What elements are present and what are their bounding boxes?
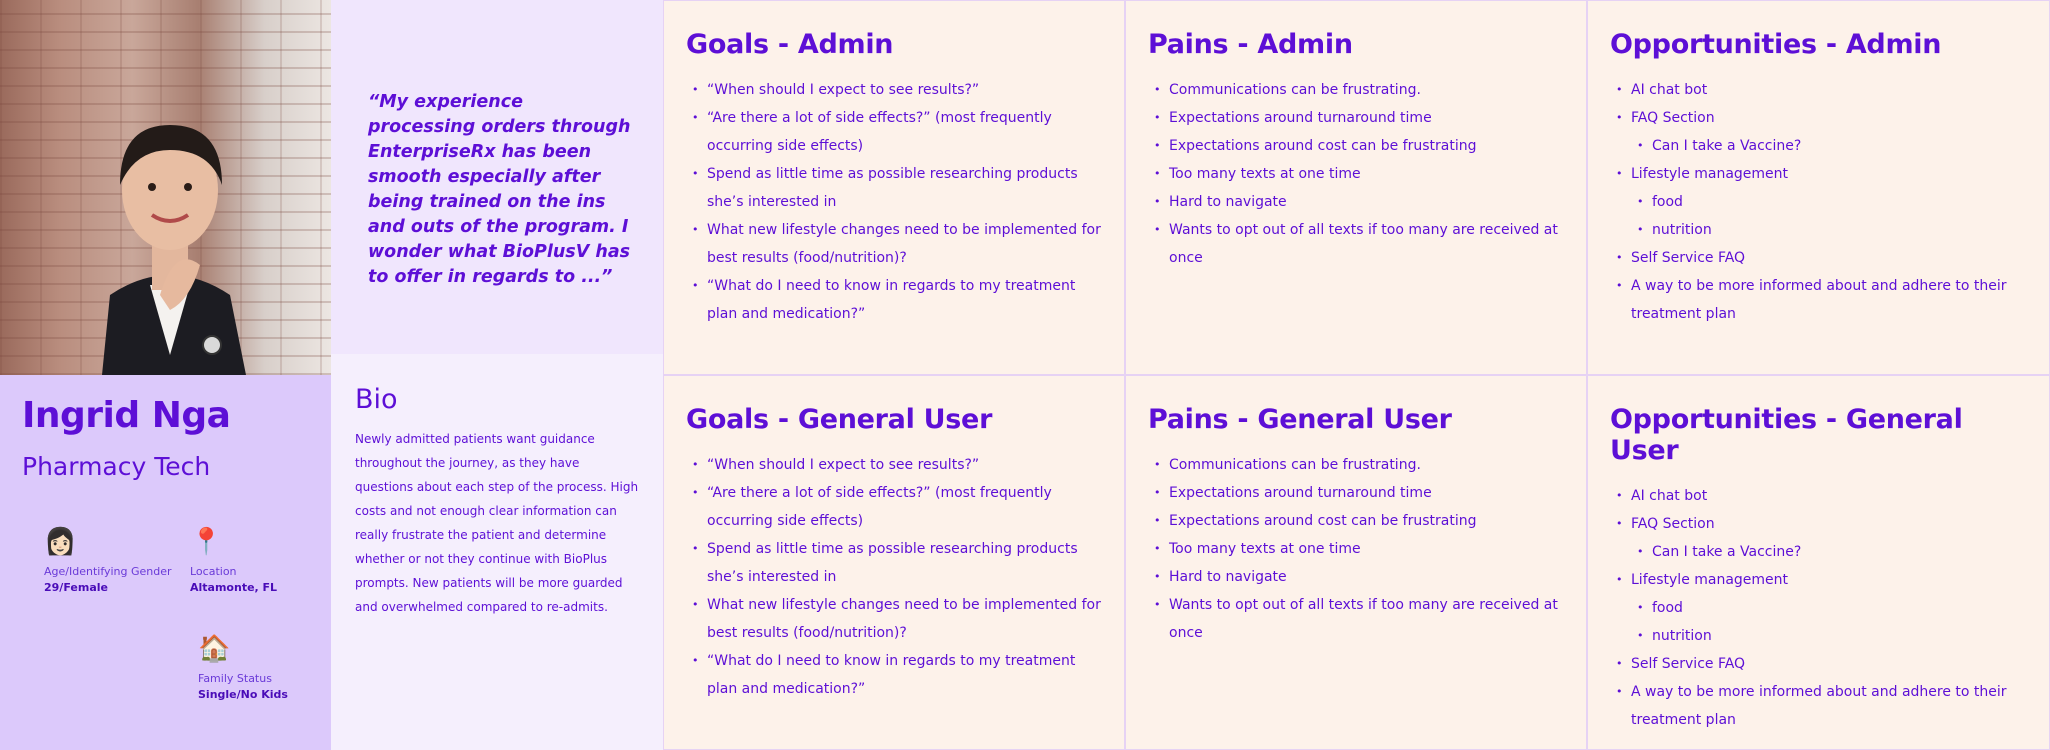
persona-name: Ingrid Nga <box>22 395 231 436</box>
list-item: • Hard to navigate <box>1148 563 1564 591</box>
card-opportunities-general-user <box>1587 375 2050 750</box>
list-subitem: • food <box>1610 188 2027 216</box>
pin-icon: 📍 <box>190 527 223 557</box>
attr-location <box>190 525 277 594</box>
list-item: • FAQ Section <box>1610 104 2027 132</box>
card-goals-admin <box>663 0 1125 375</box>
card-title: Pains - General User <box>1148 404 1452 435</box>
card-title: Pains - Admin <box>1148 29 1353 60</box>
list-item: • AI chat bot <box>1610 76 2027 104</box>
list-item: • Too many texts at one time <box>1148 535 1564 563</box>
bio-panel <box>331 354 663 750</box>
list-item: • A way to be more informed about and adhere to their treatment plan <box>1610 272 2027 328</box>
list-item: • Communications can be frustrating. <box>1148 451 1564 479</box>
list-item: • “What do I need to know in regards to my treatment plan and medication?” <box>686 272 1102 328</box>
attr-family-status-value: Single/No Kids <box>198 688 288 701</box>
persona-photo <box>0 0 331 375</box>
card-goals-general-user <box>663 375 1125 750</box>
list-item: • “When should I expect to see results?” <box>686 451 1102 479</box>
list-item: • Hard to navigate <box>1148 188 1564 216</box>
house-icon: 🏠 <box>198 634 231 664</box>
attr-location-value: Altamonte, FL <box>190 581 278 594</box>
bio-title: Bio <box>355 384 398 415</box>
list-item: • Lifestyle management <box>1610 566 2027 594</box>
list-item: • A way to be more informed about and adhere to their treatment plan <box>1610 678 2027 734</box>
list-item: • Communications can be frustrating. <box>1148 76 1564 104</box>
card-pains-admin <box>1125 0 1587 375</box>
list-subitem: • food <box>1610 594 2027 622</box>
card-list <box>686 451 1102 703</box>
list-item: • “What do I need to know in regards to my treatment plan and medication?” <box>686 647 1102 703</box>
card-list <box>1610 76 2027 328</box>
list-item: • Self Service FAQ <box>1610 650 2027 678</box>
attr-location-label: Location <box>190 565 237 578</box>
persona-role: Pharmacy Tech <box>22 452 211 481</box>
card-list <box>1148 451 1564 647</box>
list-item: • What new lifestyle changes need to be implemented for best results (food/nutrition)? <box>686 216 1102 272</box>
list-subitem: • Can I take a Vaccine? <box>1610 132 2027 160</box>
card-pains-general-user <box>1125 375 1587 750</box>
list-item: • Too many texts at one time <box>1148 160 1564 188</box>
attr-family-status-label: Family Status <box>198 672 272 685</box>
woman-icon: 👩🏻 <box>44 527 77 557</box>
list-item: • Spend as little time as possible researching products she’s interested in <box>686 160 1102 216</box>
list-subitem: • nutrition <box>1610 216 2027 244</box>
list-item: • “Are there a lot of side effects?” (most frequently occurring side effects) <box>686 104 1102 160</box>
list-item: • What new lifestyle changes need to be implemented for best results (food/nutrition)? <box>686 591 1102 647</box>
card-title: Goals - Admin <box>686 29 894 60</box>
list-item: • Self Service FAQ <box>1610 244 2027 272</box>
persona-quote: “My experience processing orders through EnterpriseRx has been smooth especially after being trained on the ins and outs of the program. I wonder what BioPlusV has to offer in regards to ...” <box>368 92 631 287</box>
card-opportunities-admin <box>1587 0 2050 375</box>
list-item: • Expectations around cost can be frustrating <box>1148 132 1564 160</box>
list-item: • Wants to opt out of all texts if too many are received at once <box>1148 591 1564 647</box>
list-item: • Spend as little time as possible researching products she’s interested in <box>686 535 1102 591</box>
card-title: Goals - General User <box>686 404 993 435</box>
card-title: Opportunities - General User <box>1610 404 1963 466</box>
list-item: • Expectations around turnaround time <box>1148 104 1564 132</box>
list-item: • AI chat bot <box>1610 482 2027 510</box>
card-list <box>1148 76 1564 272</box>
card-title: Opportunities - Admin <box>1610 29 1942 60</box>
attr-age-gender-value: 29/Female <box>44 581 108 594</box>
bio-text: Newly admitted patients want guidance throughout the journey, as they have questions about each step of the process. High costs and not enough clear information can really frustrate the patient and determine whether or not they continue with BioPlus prompts. New patients will be more guarded and overwhelmed compared to re-admits. <box>355 432 639 614</box>
attr-age-gender-label: Age/Identifying Gender <box>44 565 172 578</box>
list-item: • Expectations around cost can be frustrating <box>1148 507 1564 535</box>
attr-age-gender <box>44 525 172 594</box>
persona-quote-panel <box>331 0 663 354</box>
card-list <box>1610 482 2027 734</box>
list-item: • Expectations around turnaround time <box>1148 479 1564 507</box>
list-item: • FAQ Section <box>1610 510 2027 538</box>
persona-profile <box>0 375 331 750</box>
list-item: • “Are there a lot of side effects?” (most frequently occurring side effects) <box>686 479 1102 535</box>
list-subitem: • nutrition <box>1610 622 2027 650</box>
list-item: • “When should I expect to see results?” <box>686 76 1102 104</box>
attr-family-status <box>198 632 288 701</box>
list-item: • Lifestyle management <box>1610 160 2027 188</box>
list-subitem: • Can I take a Vaccine? <box>1610 538 2027 566</box>
card-list <box>686 76 1102 328</box>
list-item: • Wants to opt out of all texts if too many are received at once <box>1148 216 1564 272</box>
persona-portrait-illustration <box>40 95 300 375</box>
